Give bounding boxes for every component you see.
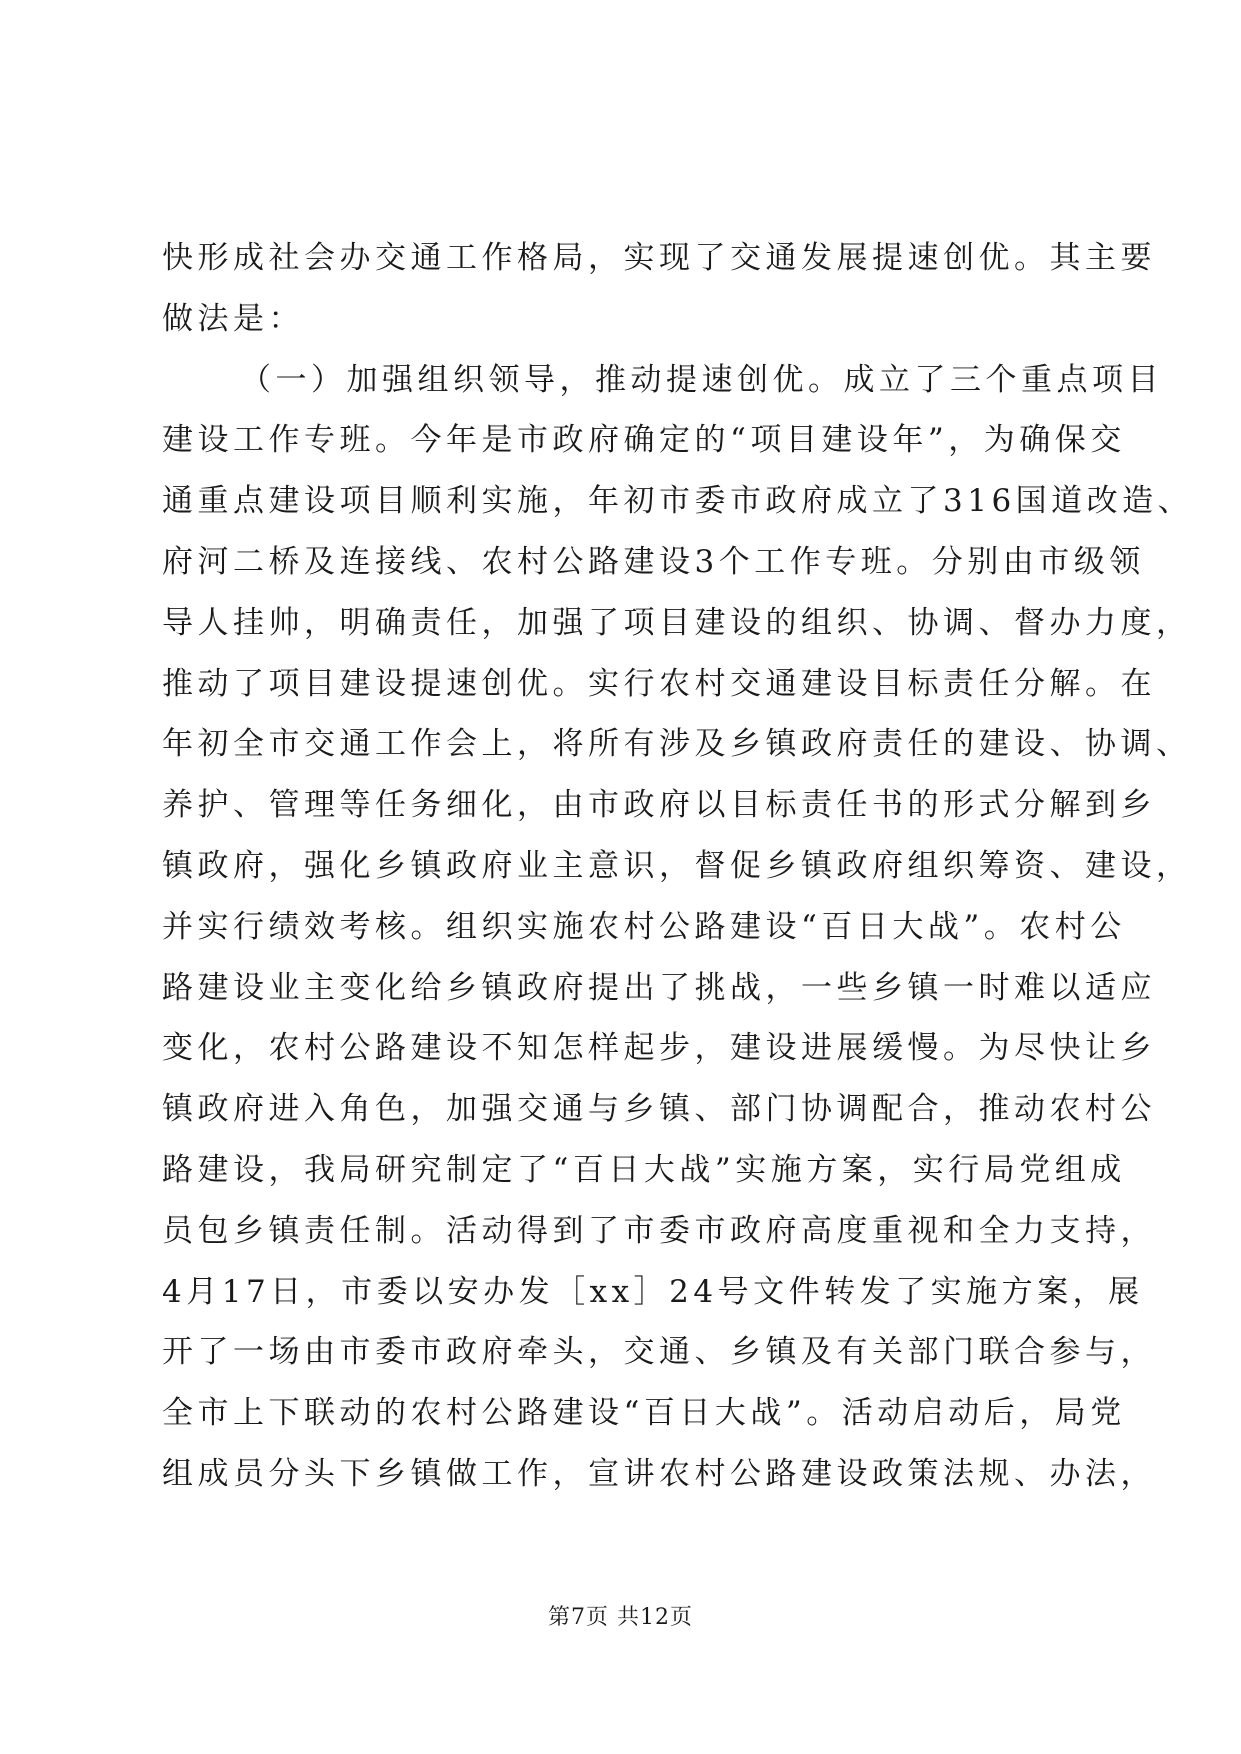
- text-line: 开了一场由市委市政府牵头，交通、乡镇及有关部门联合参与，: [162, 1334, 1156, 1371]
- text-line: 镇政府进入角色，加强交通与乡镇、部门协调配合，推动农村公: [162, 1091, 1156, 1128]
- text-line: 路建设业主变化给乡镇政府提出了挑战，一些乡镇一时难以适应: [162, 969, 1156, 1006]
- text-line: 变化，农村公路建设不知怎样起步，建设进展缓慢。为尽快让乡: [162, 1030, 1156, 1067]
- text-line: 镇政府，强化乡镇政府业主意识，督促乡镇政府组织筹资、建设，: [162, 847, 1192, 884]
- text-line: 并实行绩效考核。组织实施农村公路建设“百日大战”。农村公: [162, 908, 1126, 945]
- text-line: 全市上下联动的农村公路建设“百日大战”。活动启动后，局党: [162, 1395, 1126, 1432]
- text-line: 员包乡镇责任制。活动得到了市委市政府高度重视和全力支持，: [162, 1212, 1156, 1249]
- text-line: 建设工作专班。今年是市政府确定的“项目建设年”，为确保交: [162, 422, 1126, 459]
- page-number-footer: 第7页 共12页: [548, 1605, 693, 1630]
- text-line: 组成员分头下乡镇做工作，宣讲农村公路建设政策法规、办法，: [162, 1455, 1156, 1492]
- text-line: 府河二桥及连接线、农村公路建设3个工作专班。分别由市级领: [162, 543, 1145, 580]
- text-line: 通重点建设项目顺利实施，年初市委市政府成立了316国道改造、: [162, 483, 1194, 520]
- text-line: 路建设，我局研究制定了“百日大战”实施方案，实行局党组成: [162, 1151, 1126, 1188]
- text-line: 年初全市交通工作会上，将所有涉及乡镇政府责任的建设、协调、: [162, 726, 1192, 763]
- text-line: 快形成社会办交通工作格局，实现了交通发展提速创优。其主要: [162, 240, 1156, 276]
- text-line: 做法是：: [162, 300, 304, 337]
- body-text: [162, 228, 1194, 1505]
- text-line: 养护、管理等任务细化，由市政府以目标责任书的形式分解到乡: [162, 787, 1156, 824]
- text-line: 4月17日，市委以安办发［xx］24号文件转发了实施方案，展: [162, 1273, 1144, 1310]
- section-heading-line: （一）加强组织领导，推动提速创优。成立了三个重点项目: [240, 361, 1163, 398]
- text-line: 导人挂帅，明确责任，加强了项目建设的组织、协调、督办力度，: [162, 604, 1192, 641]
- text-line: 推动了项目建设提速创优。实行农村交通建设目标责任分解。在: [162, 665, 1156, 702]
